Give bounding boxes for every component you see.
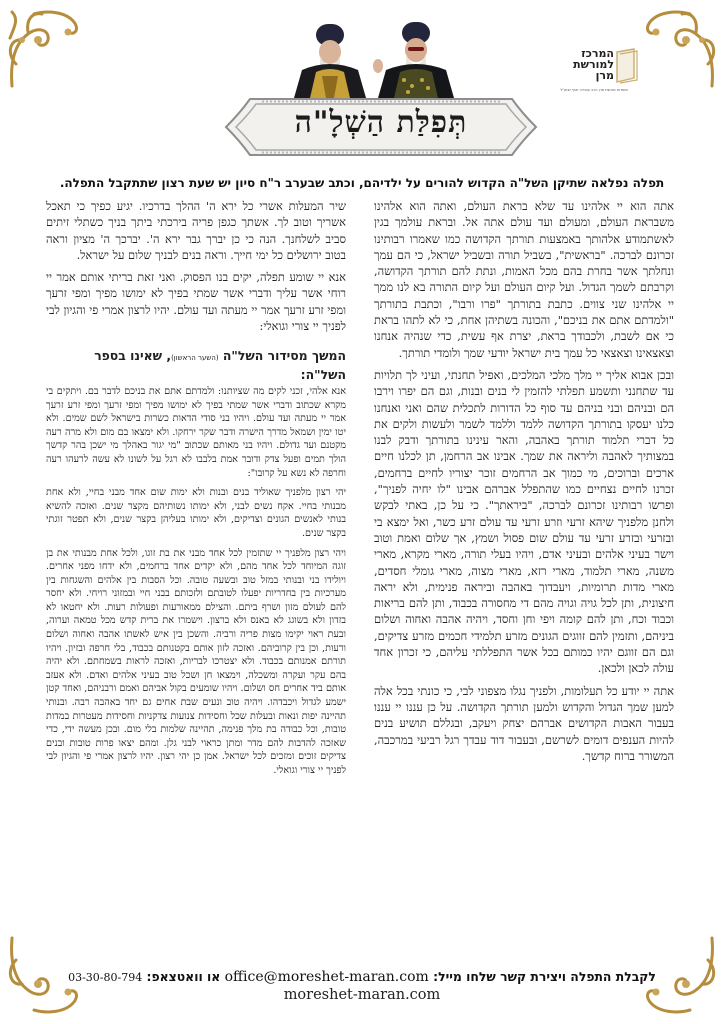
- website-link[interactable]: moreshet-maran.com: [283, 987, 441, 1003]
- title-banner: [222, 93, 540, 161]
- logo-line-2: למורשת: [573, 58, 614, 71]
- prayer-paragraph: אתה הוא יי אלהינו עד שלא בראת העולם, ואתה הוא אלהינו משבראת העולם, ומעולם ועד עולם אתה אל. ובראת עולמך בגין לאשתמודע אלהותך באמצעות תורתך הקדושה כמו שאמרו רבותינו זכרונם לברכה. "בראשית", בשביל תורה ובשביל ישראל, כי הם עמך ונחלתך אשר בחרת בהם מכל האמות, ונתת להם תורתך הקדושה, וקרבתם לשמך הגדול. ועל קיום העולם ועל קיום התורה בא לנו ממך יי אלהינו שני צווים. כתבת בתורתך "פרו ורבו", וכתבת בתורתך "ולמדתם אתם את בניכם", והכונה בשתיהן אחת, כי לא לתהו בראת כי אם לשבת, ולכבודך בראת, יצרת אף עשית, כדי שנהיה אנחנו וצאצאינו וצאצאי כל עמך בית ישראל יודעי שמך ולומדי תורתך.: [374, 199, 674, 360]
- whatsapp-label: או וואטצאפ:: [146, 969, 221, 984]
- page-title: תְּפִלַּת הַשְׁלָ"ה: [294, 105, 468, 140]
- corner-ornament-top-right: [630, 4, 720, 94]
- moreshet-maran-logo: [548, 46, 640, 96]
- contact-prefix: לקבלת התפלה ויצירת קשר שלחו מייל:: [433, 969, 656, 984]
- prayer-paragraph: אנא יי שומע תפלה, יקים בנו הפסוק. ואני זאת בריתי אותם אמר יי רוחי אשר עליך ודברי אשר שמתי בפיך לא ימושו מפיך ומפי זרעך ומפי זרע זרעך אמר יי מעתה ועד עולם. יהיו לרצון אמרי פי והגיון לבי לפניך יי צורי וגואלי:: [46, 270, 346, 334]
- prayer-paragraph: ויהי רצון מלפניך יי שתזמין לכל אחד מבני את בת זוגו, ולכל אחת מבנותי את בן זוגה המיוחד לכל אחד מהם, ולא יקדים אחד ברחמים, ולא ידחו מפני אחרים. ויולידו בני ובנותי במזל טוב ובשעה טובה. וכל הסבות בין אלהים והשגחות בין מערכיות בין בחדריות יפעלו לטובתם ולזכותם בבני חיי ובמזוני רויחי. ולא יחסר להם לעולם מזון ושרף ביתם. והצילם ממאורעות ופעולות רעות. ולא יחטאו לא בזדון ולא בשוגג לא באנס ולא ברצון. וישמרו את ברית קדש מכל טמאה וערוה, ובעת ראוי יקימו מצות פריה ורביה. והשכן בין איש לאשתו אהבה ואחוה ושלום ורעות, וכן בין קרוביהם. ואזכה לזון אותם בקטנותם בכבוד, בלי חרפה ובזיון. ויהיו תורתם אמנותם בכבוד. ולא יצטרכו לבריות, ואזכה לראות בשמחתם. ולא יהיה בהם עקר ועקרה ומשכלה, וימצאו חן ושכל טוב בעיני אלהים ואדם. ולא אעזב אותם ביד אחרים חס ושלום. ויהיו שומעים בקול אביהם ואמם ורבניהם, ואחד קטן ישמע לגדול ויכבדהו. ויהיה טוב ונעים שבת אחים גם יחד באהבה רבה. ובנותי תהיינה יפות ונאות ובעלות שכל וחסידות צנועות צדקניות וחסידות מעטרות במדות טובות, וכל כבודה בת מלך פנימה, תהיינה שלמות בלי מום. ובכן מעשה ידי, כדי שאזכה להדבות להם מדר ומתן כראוי לבני גלן. ומהם יצאו פרות טובות ובנים צדיקים זוכים ומזכים לכל ישראל. אמן כן יהי רצון. יהיו לרצון אמרי פי והגיון לבי לפניך יי צורי וגואלי.: [46, 547, 346, 776]
- section-heading-text: המשך מסידור השל"ה: [222, 348, 346, 364]
- flourish-icon: [4, 4, 94, 94]
- footer: [0, 969, 724, 1003]
- prayer-column-left: [46, 198, 346, 784]
- logo-line-1: המרכז: [581, 47, 614, 60]
- logo-text: [573, 48, 614, 81]
- logo-line-3: מרן: [595, 69, 614, 82]
- prayer-paragraph: אנא אלהי, זכני לקים מה שציותנו: ולמדתם אתם את בניכם לדבר בם. ויתקים בי מקרא שכתוב ודברי אשר שמתי בפיך לא ימושו מפיך ומפי זרעך ומפי זרע זרעך אמר יי מעתה ועד עולם. ויהיו בני סודי הדאות כשרות בישראל לשם שמים. ולא יטו ימין ושמאל מדרך הישרה ודבר שקר ירחקו. ולא ימצאו בם מום ולא מרה רעה מקטנם ועד גדולם. ויהיו בני מאותם שכתוב "מי יגור באהלך מי ישכן בהר קדשך הולך תמים ופעל צדק ודובר אמת בלבבו לא רגל על לשונו לא עשה לרעהו רעה וחרפה לא נשא על קרובו":: [46, 385, 346, 479]
- logo-tagline: מוסדות מורשת מרן הרב עובדיה יוסף זצוק"ל: [560, 88, 628, 92]
- contact-line: [0, 969, 724, 985]
- section-heading-note: (השער הראשון): [171, 354, 219, 363]
- prayer-paragraph: ובכן אבוא אליך יי מלך מלכי המלכים, ואפיל תחנתי, ועיני לך תלויות עד שתחנני ותשמע תפלתי להזמין לי בנים ובנות, וגם הם יפרו וירבו הם ובניהם ובני בניהם עד סוף כל הדורות לתכלית שהם ואני ואנחנו כלנו יעסקו בתורתך הקדושה ללמד וללמד לשמר ולעשות ולקים את כל דברי תלמוד תורתך באהבה, והאר עינינו בתורתך ודבק לבנו במצותיך לאהבה וליראה את שמך. אבינו אב הרחמן, תן לכלנו חיים ארכים וברוכים, מי כמוך אב הרחמים זוכר יצוריו לחיים ברחמים, זכרנו לחיים נצחיים כמו שהתפלל אברהם אבינו "לו יחיה לפניך", ופרשו רבותינו זכרונם לברכה, "ביראתך". כי על כן, באתי לבקש ולחנן מלפניך שיהא זרעי וזרע זרעי עד עולם זרע כשר, ואל ימצא בי ובזרעי ובזרע זרעי עד עולם שום פסול ושמץ, אך שלום ואמת וטוב וישר בעיני אלהים ובעיני אדם, ויהיו בעלי תורה, מארי מקרא, מארי משנה, מארי תלמוד, מארי רזא, מארי מצוה, מארי גומלי חסדים, מארי מדות תרומיות, ויעבדוך באהבה וביראה פנימית, ולא יראה חיצונית, ותן לכל גויה וגויה מהם די מחסורה בכבוד, ותן להם בריאות וכבוד וכח, ותן להם קומה ויפי וחן וחסד, ויהיה אהבה ואחוה ושלום ביניהם, ותזמין להם זווגים הגונים מזרע תלמידי חכמים מזרע צדיקים, וגם הם זווגם יהיו כמותם בכל אשר התפללתי עליהם, כי זכרון אחד עולה לכאן ולכאן.: [374, 367, 674, 676]
- prayer-paragraph: שיר המעלות אשרי כל ירא ה' ההלך בדרכיו. יגיע כפיך כי תאכל אשריך וטוב לך. אשתך כגפן פריה בירכתי ביתך בניך כשתלי זיתים סביב לשלחנך. הנה כי כן יברך גבר ירא ה'. יברכך ה' מציון וראה בטוב ירושלים כל ימי חייך. וראה בנים לבניך שלום על ישראל.: [46, 199, 346, 262]
- phone-number[interactable]: 03-30-80-794: [68, 971, 143, 984]
- prayer-paragraph: יהי רצון מלפניך שאוליד בנים ובנות ולא ימות שום אחד מבני בחיי, ולא אחת מבנותי בחיי. אקח נשים לבני, ולא ימותו נשותיהם מקצר שנים. ואזכה להשיא בנותי לאנשים הגונים וצדיקים, ולא ימותו בעליהן בקצר שנים, ולא תפטר זוגתי בקצר שנים.: [46, 487, 346, 539]
- flourish-icon: [630, 4, 720, 94]
- section-heading-suffix: , שאינו בספר השל"ה:: [94, 348, 346, 382]
- prayer-paragraph: אתה יי יודע כל תעלומות, ולפניך נגלו מצפוני לבי, כי כונתי בכל אלה למען שמך הגדול והקדוש ולמען תורתך הקדושה. על כן עננו יי עננו בעבור האבות הקדושים אברהם יצחק ויעקב, ובגללם תושיע בנים להיות הענפים דומים לשרשם, ובעבור דוד עבדך רגל רביעי במרכבה, המשורר ברוח קדשך.: [374, 683, 674, 763]
- email-link[interactable]: office@moreshet-maran.com: [224, 969, 429, 985]
- book-icon: [614, 48, 640, 84]
- section-heading: [46, 348, 346, 383]
- subtitle: תפלה נפלאה שתיקן השל"ה הקדוש להורים על ילדיהם, וכתב שבערב ר"ח סיון יש שעת רצון שתתקבל התפלה.: [59, 176, 665, 190]
- corner-ornament-top-left: [4, 4, 94, 94]
- prayer-column-right: [374, 198, 674, 770]
- rabbis-photo: [282, 14, 478, 98]
